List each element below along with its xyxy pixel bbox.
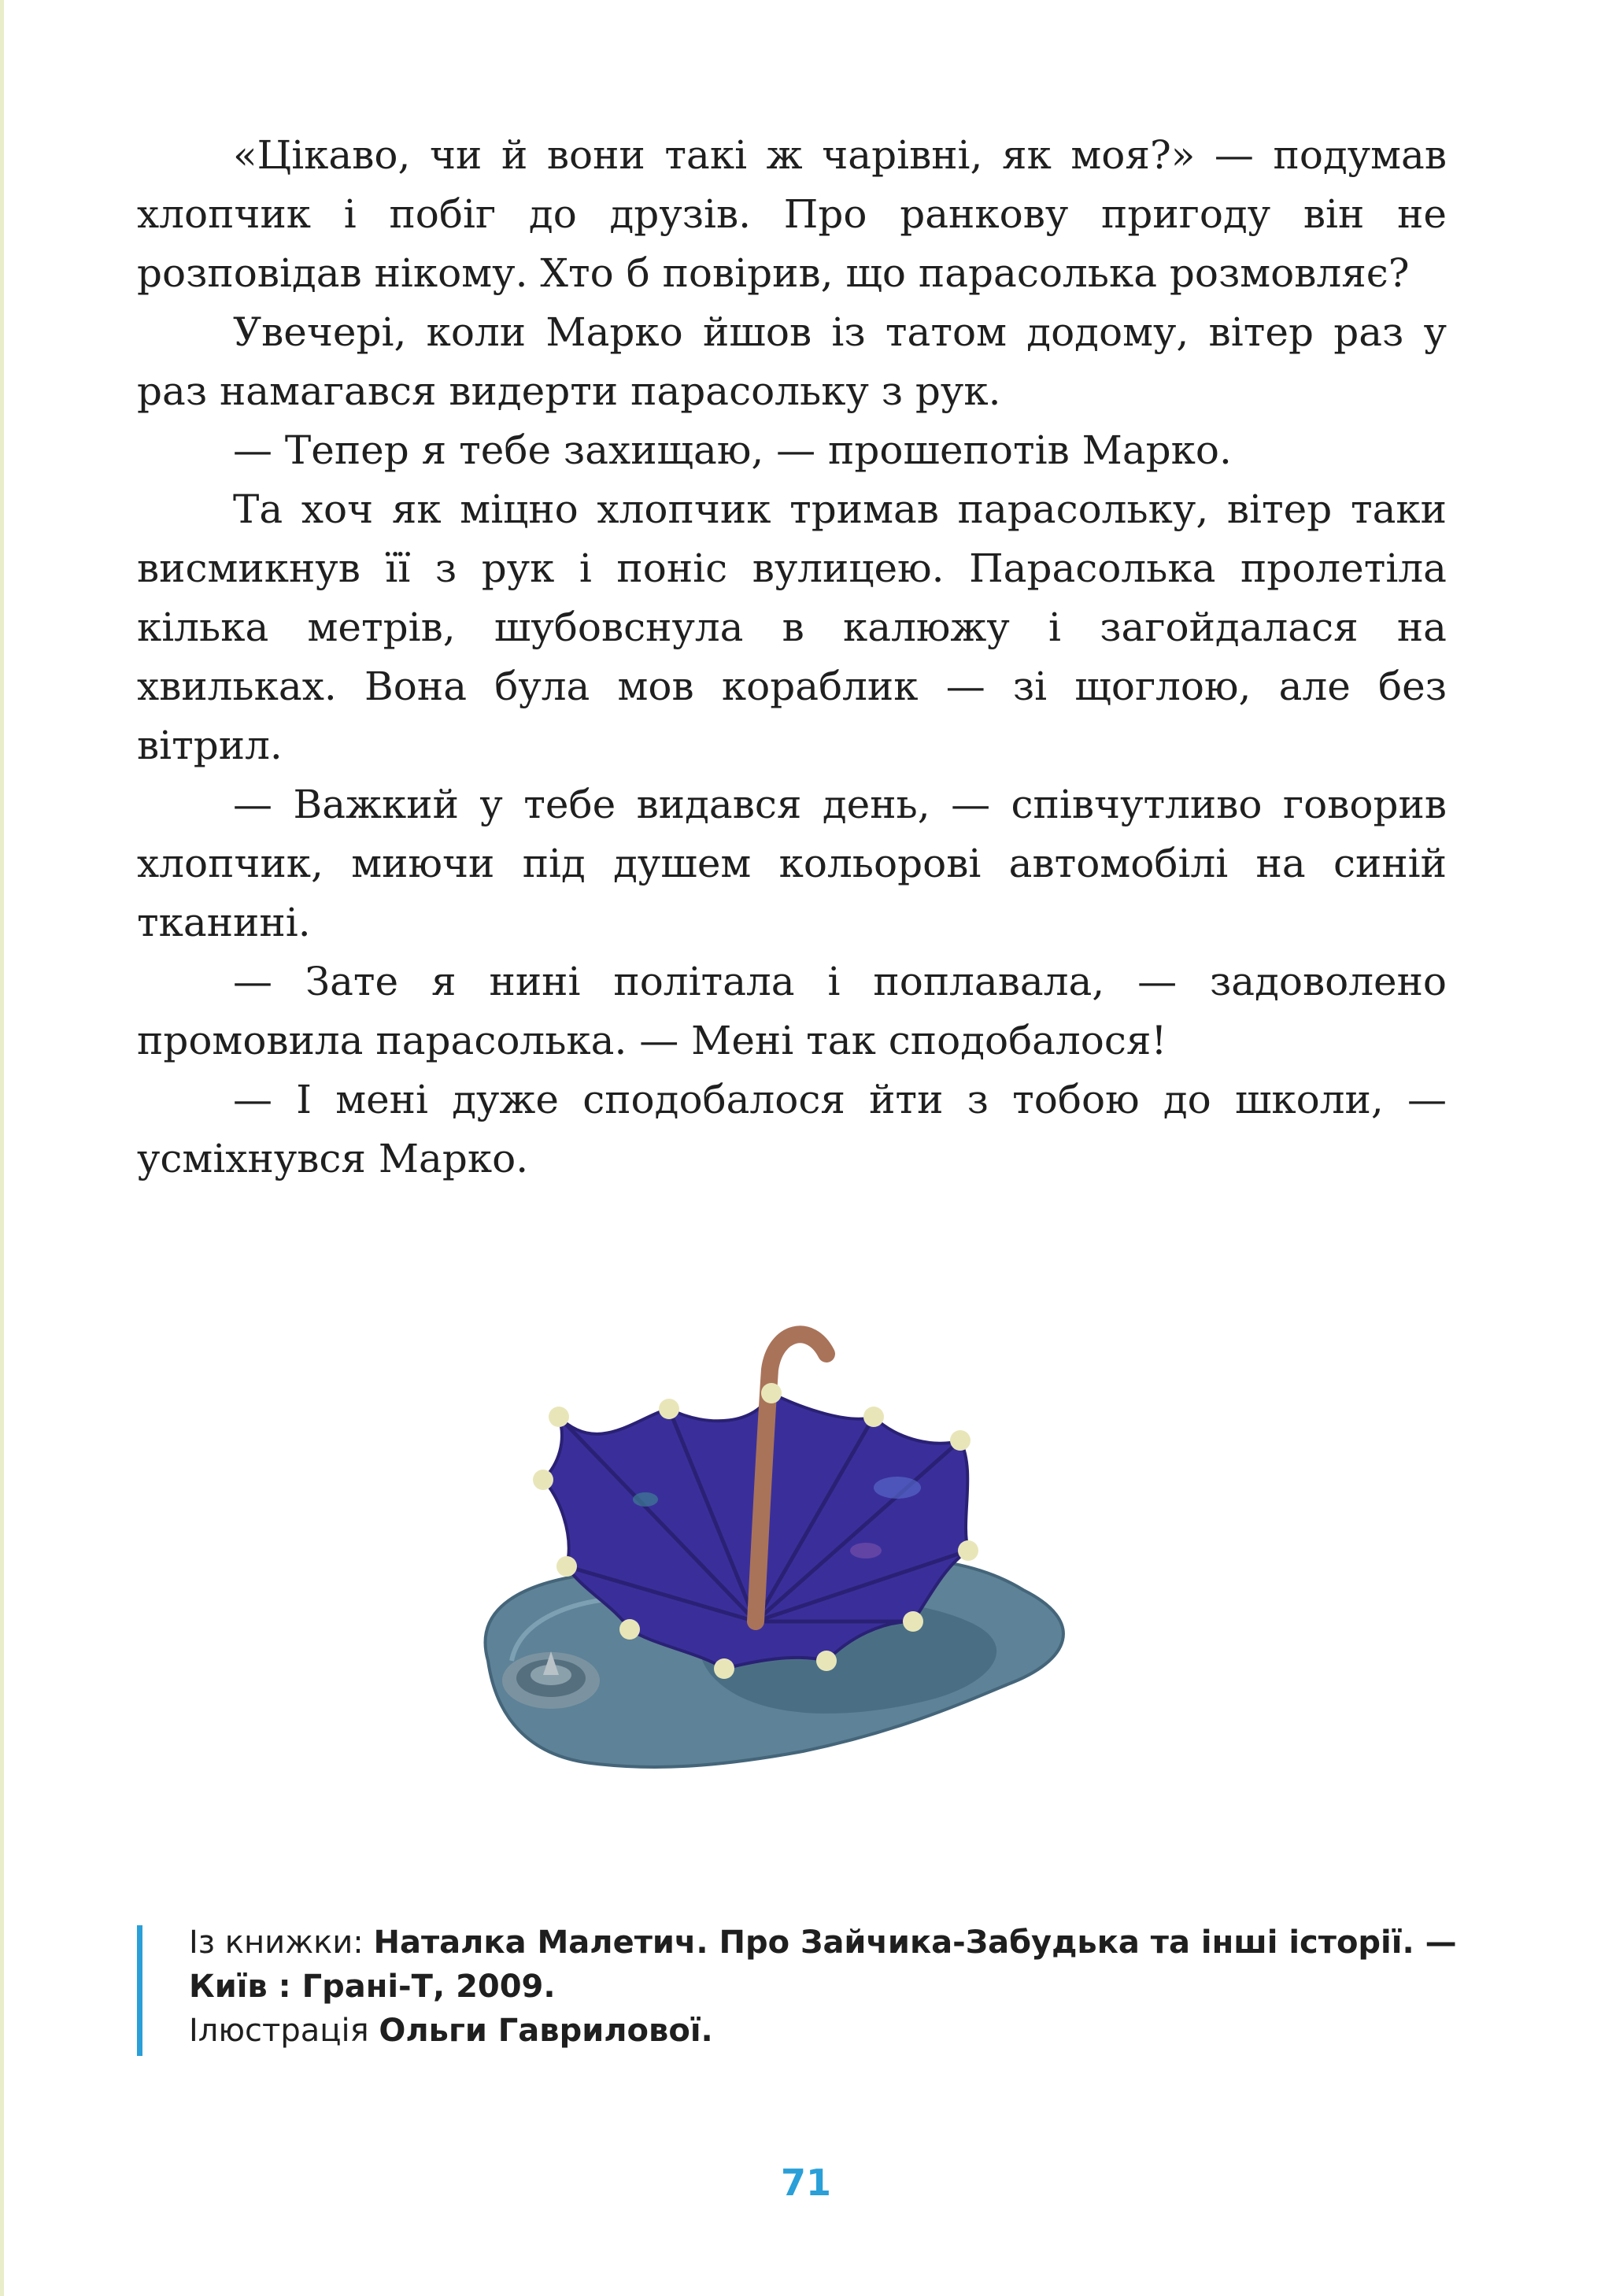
story-paragraph: — Тепер я тебе захищаю, — прошепотів Марко. <box>233 427 1232 473</box>
citation-illustration-line <box>189 2009 1527 2053</box>
page-number: 71 <box>780 2161 831 2204</box>
story-paragraph: — Зате я нині політала і поплавала, — задоволено промовила парасолька. — Мені так сподобалося! <box>137 959 1447 1063</box>
citation-book-prefix: Із книжки: <box>189 1924 374 1961</box>
story-text <box>137 126 1447 1189</box>
canopy-pattern <box>874 1477 921 1499</box>
story-paragraph: — Важкий у тебе видався день, — співчутливо говорив хлопчик, миючи під душем кольорові автомобілі на синій тканині. <box>137 782 1447 945</box>
rib-tip <box>761 1383 782 1403</box>
rib-tip <box>549 1407 569 1427</box>
citation-publisher: Київ : Грані-Т, 2009. <box>189 1969 556 2005</box>
canopy-pattern <box>633 1492 658 1507</box>
rib-tip <box>863 1407 884 1427</box>
story-paragraph: «Цікаво, чи й вони такі ж чарівні, як моя?» — подумав хлопчик і побіг до друзів. Про ранкову пригоду він не розповідав нікому. Хто б повірив, що парасолька розмовляє? <box>137 132 1447 296</box>
rib-tip <box>556 1556 577 1577</box>
rib-tip <box>903 1611 923 1632</box>
story-paragraph: Та хоч як міцно хлопчик тримав парасольку, вітер таки висмикнув її з рук і поніс вулицею. Парасолька пролетіла кілька метрів, шубовснула в калюжу і загойдалася на хвильках. Вона була мов кораблик — зі щоглою, але без вітрил. <box>137 486 1447 768</box>
citation-illustration-prefix: Ілюстрація <box>189 2013 379 2049</box>
rib-tip <box>533 1470 553 1490</box>
page-edge-strip <box>0 0 4 2296</box>
story-paragraph: — І мені дуже сподобалося йти з тобою до школи, — усміхнувся Марко. <box>137 1077 1447 1181</box>
citation-book-line <box>189 1921 1527 1965</box>
rib-tip <box>619 1619 640 1640</box>
citation-illustrator: Ольги Гаврилової. <box>379 2013 713 2049</box>
rib-tip <box>958 1540 978 1561</box>
rib-tip <box>950 1430 971 1451</box>
citation-book-title: Наталка Малетич. Про Зайчика-Забудька та інші історії. — <box>373 1924 1457 1961</box>
rib-tip <box>714 1658 734 1679</box>
rib-tip <box>816 1651 837 1671</box>
rib-tip <box>659 1399 679 1419</box>
umbrella-in-puddle-illustration <box>457 1291 1102 1810</box>
source-citation <box>137 1921 1527 2053</box>
story-paragraph: Увечері, коли Марко йшов із татом додому, вітер раз у раз намагався видерти парасольку з рук. <box>137 309 1447 414</box>
canopy-pattern <box>850 1543 882 1558</box>
